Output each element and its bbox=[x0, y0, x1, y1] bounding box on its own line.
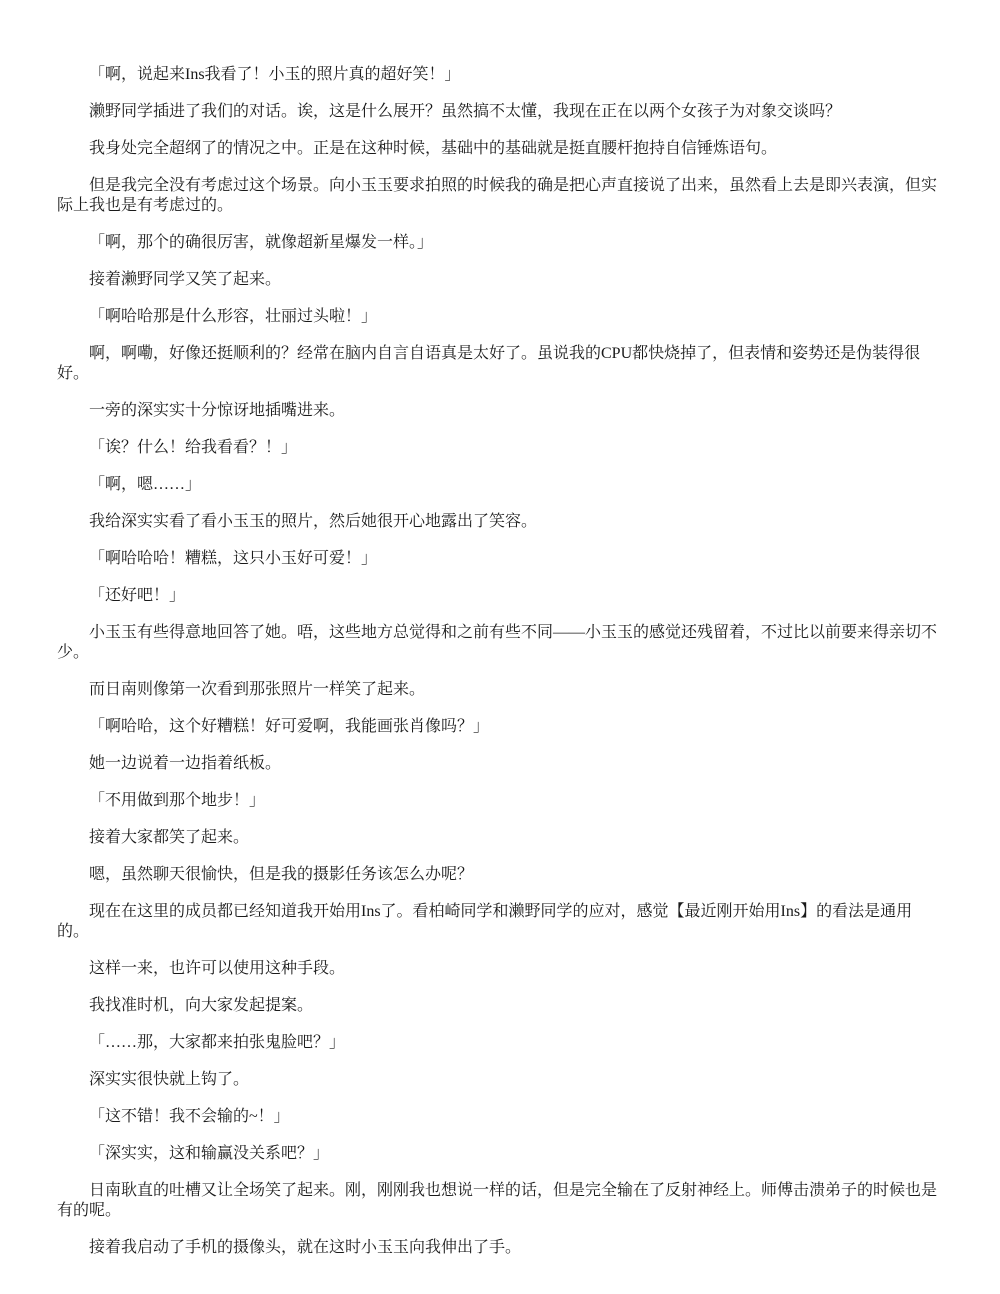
paragraph: 现在在这里的成员都已经知道我开始用Ins了。看柏崎同学和濑野同学的应对，感觉【最近刚开始用Ins】的看法是通用的。 bbox=[57, 903, 913, 940]
paragraph: 接着濑野同学又笑了起来。 bbox=[89, 271, 282, 288]
paragraph: 「啊哈哈，这个好糟糕！好可爱啊，我能画张肖像吗？」 bbox=[89, 718, 490, 735]
paragraph: 但是我完全没有考虑过这个场景。向小玉玉要求拍照的时候我的确是把心声直接说了出来，虽然看上去是即兴表演，但实际上我也是有考虑过的。 bbox=[57, 177, 938, 214]
paragraph: 深实实很快就上钩了。 bbox=[89, 1071, 250, 1088]
paragraph: 而日南则像第一次看到那张照片一样笑了起来。 bbox=[89, 681, 426, 698]
paragraph: 嗯，虽然聊天很愉快，但是我的摄影任务该怎么办呢？ bbox=[89, 866, 474, 883]
paragraph: 濑野同学插进了我们的对话。诶，这是什么展开？虽然搞不太懂，我现在正在以两个女孩子为对象交谈吗？ bbox=[89, 103, 842, 120]
paragraph: 接着大家都笑了起来。 bbox=[89, 829, 250, 846]
paragraph: 「啊哈哈哈！糟糕，这只小玉好可爱！」 bbox=[89, 550, 378, 567]
paragraph: 「啊，嗯……」 bbox=[89, 476, 202, 493]
paragraph: 「诶？什么！给我看看？！」 bbox=[89, 439, 298, 456]
paragraph: 「啊，那个的确很厉害，就像超新星爆发一样。」 bbox=[89, 234, 434, 251]
paragraph: 「啊，说起来Ins我看了！小玉的照片真的超好笑！」 bbox=[89, 66, 461, 83]
paragraph: 小玉玉有些得意地回答了她。唔，这些地方总觉得和之前有些不同——小玉玉的感觉还残留着，不过比以前要来得亲切不少。 bbox=[57, 624, 938, 661]
paragraph: 「还好吧！」 bbox=[89, 587, 186, 604]
paragraph: 「……那，大家都来拍张鬼脸吧？」 bbox=[89, 1034, 346, 1051]
paragraph: 日南耿直的吐槽又让全场笑了起来。刚，刚刚我也想说一样的话，但是完全输在了反射神经上。师傅击溃弟子的时候也是有的呢。 bbox=[57, 1182, 938, 1219]
paragraph: 「啊哈哈那是什么形容，壮丽过头啦！」 bbox=[89, 308, 378, 325]
paragraph: 我找准时机，向大家发起提案。 bbox=[89, 997, 314, 1014]
paragraph: 我给深实实看了看小玉玉的照片，然后她很开心地露出了笑容。 bbox=[89, 513, 538, 530]
paragraph: 一旁的深实实十分惊讶地插嘴进来。 bbox=[89, 402, 346, 419]
paragraph: 这样一来，也许可以使用这种手段。 bbox=[89, 960, 346, 977]
paragraph: 「深实实，这和输赢没关系吧？」 bbox=[89, 1145, 330, 1162]
paragraph: 「这不错！我不会输的~！」 bbox=[89, 1108, 290, 1125]
paragraph: 我身处完全超纲了的情况之中。正是在这种时候，基础中的基础就是挺直腰杆抱持自信锤炼语句。 bbox=[89, 140, 778, 157]
paragraph: 「不用做到那个地步！」 bbox=[89, 792, 266, 809]
paragraph: 接着我启动了手机的摄像头，就在这时小玉玉向我伸出了手。 bbox=[89, 1239, 522, 1256]
paragraph: 她一边说着一边指着纸板。 bbox=[89, 755, 282, 772]
paragraph: 啊，啊嘞，好像还挺顺利的？经常在脑内自言自语真是太好了。虽说我的CPU都快烧掉了，但表情和姿势还是伪装得很好。 bbox=[57, 345, 921, 382]
